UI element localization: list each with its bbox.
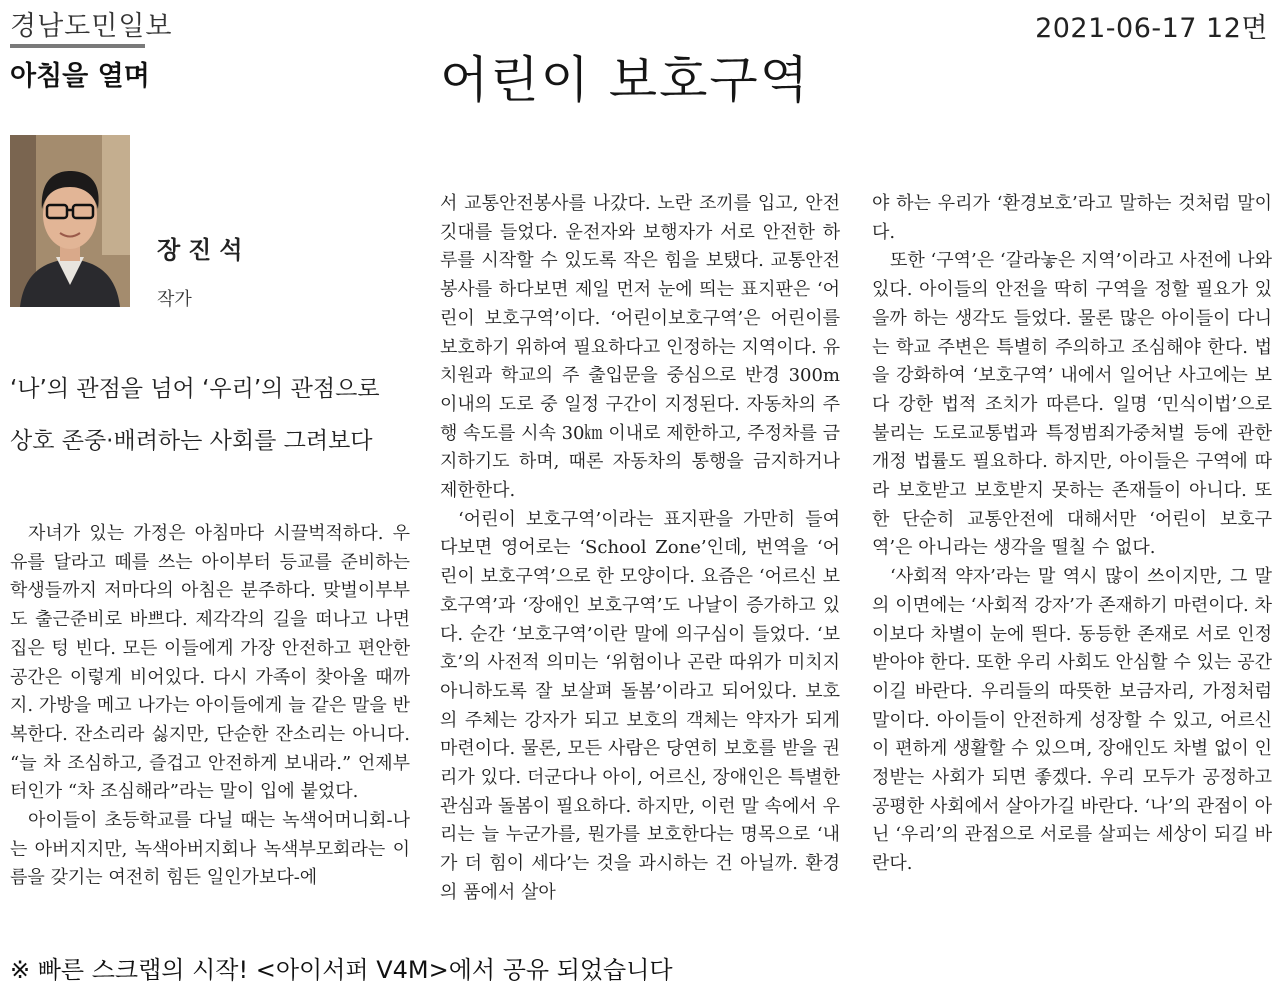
subheading-2: 상호 존중·배려하는 사회를 그려보다 — [10, 428, 373, 454]
paragraph: ‘어린이 보호구역’이라는 표지판을 가만히 들여다보면 영어로는 ‘School Zone’인데, 번역을 ‘어린이 보호구역’으로 한 모양이다. 요즘은 ‘어르신 보호구역’과 ‘장애인 보호구역’도 나날이 증가하고 있다. 순간 ‘보호구역’이란 말에 의구심이 들었다. ‘보호’의 사전적 의미는 ‘위험이나 곤란 따위가 미치지 아니하도록 잘 보살펴 돌봄’이라고 되어있다. 보호의 주체는 강자가 되고 보호의 객체는 약자가 되게 마련이다. 물론, 모든 사람은 당연히 보호를 받을 권리가 있다. 더군다나 아이, 어르신, 장애인은 특별한 관심과 돌봄이 필요하다. 하지만, 이런 말 속에서 우리는 늘 누군가를, 뭔가를 보호한다는 명목으로 ‘내가 더 힘이 세다’는 것을 과시하는 건 아닐까. 환경의 품에서 살아 — [440, 508, 840, 903]
paragraph: 아이들이 초등학교를 다닐 때는 녹색어머니회-나는 아버지지만, 녹색아버지회나 녹색부모회라는 이름을 갖기는 여전히 힘든 일인가보다-에 — [10, 810, 410, 889]
paragraph: 또한 ‘구역’은 ‘갈라놓은 지역’이라고 사전에 나와있다. 아이들의 안전을 딱히 구역을 정할 필요가 있을까 하는 생각도 들었다. 물론 많은 아이들이 다니는 학교 주변은 특별히 주의하고 조심해야 한다. 법을 강화하여 ‘보호구역’ 내에서 일어난 사고에는 보다 강한 법적 조치가 따른다. 일명 ‘민식이법’으로 불리는 도로교통법과 특정범죄가중처벌 등에 관한 개정 법률도 필요하다. 하지만, 아이들은 구역에 따라 보호받고 보호받지 못하는 존재들이 아니다. 또한 단순히 교통안전에 대해서만 ‘어린이 보호구역’은 아니라는 생각을 떨칠 수 없다. — [872, 250, 1272, 559]
article-column-1 — [10, 520, 410, 893]
author-portrait-icon — [10, 135, 130, 307]
section-name: 아침을 열며 — [10, 61, 150, 92]
paragraph: ‘사회적 약자’라는 말 역시 많이 쓰이지만, 그 말의 이면에는 ‘사회적 강자’가 존재하기 마련이다. 차이보다 차별이 눈에 띈다. 동등한 존재로 서로 인정받아야 한다. 또한 우리 사회도 안심할 수 있는 공간이길 바란다. 우리들의 따뜻한 보금자리, 가정처럼 말이다. 아이들이 안전하게 성장할 수 있고, 어르신이 편하게 생활할 수 있으며, 장애인도 차별 없이 인정받는 사회가 되면 좋겠다. 우리 모두가 공정하고 공평한 사회에서 살아가길 바란다. ‘나’의 관점이 아닌 ‘우리’의 관점으로 서로를 살피는 세상이 되길 바란다. — [872, 566, 1272, 875]
share-footer: ※ 빠른 스크랩의 시작! <아이서퍼 V4M>에서 공유 되었습니다 — [10, 956, 673, 984]
paragraph: 서 교통안전봉사를 나갔다. 노란 조끼를 입고, 안전 깃대를 들었다. 운전자와 보행자가 서로 안전한 하루를 시작할 수 있도록 작은 힘을 보탰다. 교통안전봉사를 하다보면 제일 먼저 눈에 띄는 표지판은 ‘어린이 보호구역’이다. ‘어린이보호구역’은 어린이를 보호하기 위하여 필요하다고 인정하는 지역이다. 유치원과 학교의 주 출입문을 중심으로 반경 300m 이내의 도로 중 일정 구간이 지정된다. 자동차의 주행 속도를 시속 30㎞ 이내로 제한하고, 주정차를 금지하기도 하며, 때론 자동차의 통행을 금지하거나 제한한다. — [440, 193, 840, 502]
article-column-3 — [872, 190, 1272, 879]
publication-date: 2021-06-17 12면 — [1035, 13, 1268, 44]
headline: 어린이 보호구역 — [440, 51, 810, 109]
author-photo — [10, 135, 130, 307]
author-name: 장진석 — [157, 236, 251, 264]
subheading-1: ‘나’의 관점을 넘어 ‘우리’의 관점으로 — [10, 376, 380, 402]
newspaper-name: 경남도민일보 — [10, 11, 173, 42]
paragraph: 자녀가 있는 가정은 아침마다 시끌벅적하다. 우유를 달라고 떼를 쓰는 아이부터 등교를 준비하는 학생들까지 저마다의 아침은 분주하다. 맞벌이부부도 출근준비로 바쁘다. 제각각의 길을 떠나고 나면 집은 텅 빈다. 모든 이들에게 가장 안전하고 편안한 공간은 이렇게 비어있다. 다시 가족이 찾아올 때까지. 가방을 메고 나가는 아이들에게 늘 같은 말을 반복한다. 잔소리라 싫지만, 단순한 잔소리는 아니다. “늘 차 조심하고, 즐겁고 안전하게 보내라.” 언제부터인가 “차 조심해라”라는 말이 입에 붙었다. — [10, 523, 410, 803]
header-rule — [10, 44, 145, 48]
author-role: 작가 — [157, 289, 192, 310]
article-column-2 — [440, 190, 840, 908]
paragraph: 야 하는 우리가 ‘환경보호’라고 말하는 것처럼 말이다. — [872, 193, 1272, 243]
